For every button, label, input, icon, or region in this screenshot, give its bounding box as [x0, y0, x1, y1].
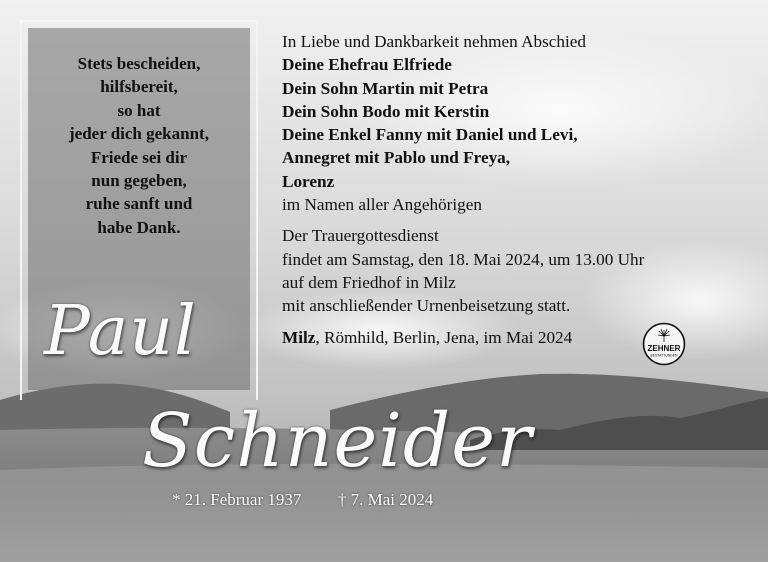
funeral-home-logo — [642, 322, 686, 366]
mourner-line: Deine Ehefrau Elfriede — [282, 55, 452, 75]
poem-line: Stets bescheiden, — [77, 54, 201, 73]
logo-name: ZEHNER — [647, 344, 681, 353]
mourner-line: Dein Sohn Bodo mit Kerstin — [282, 101, 490, 121]
poem — [28, 52, 250, 239]
life-dates — [172, 490, 433, 510]
poem-line: jeder dich gekannt, — [69, 124, 209, 144]
frame-left — [20, 20, 22, 400]
mourner-line: Annegret mit Pablo und Freya, — [282, 148, 511, 168]
poem-line: nun gegeben, — [91, 171, 187, 191]
birth-date: * 21. Februar 1937 — [172, 490, 302, 509]
poem-line: so hat — [117, 100, 161, 120]
place-bold: Milz — [282, 327, 316, 347]
death-date: † 7. Mai 2024 — [337, 490, 434, 509]
frame-top — [20, 20, 258, 22]
notice-outro: im Namen aller Angehörigen — [282, 195, 482, 215]
last-name: Schneider — [142, 398, 533, 484]
notice-text — [282, 30, 762, 349]
frame-right — [256, 20, 258, 400]
mourner-line: Lorenz — [282, 171, 335, 191]
place-date — [282, 326, 762, 349]
service-line: findet am Samstag, den 18. Mai 2024, um 13.00 Uhr — [282, 249, 645, 269]
notice-intro: In Liebe und Dankbarkeit nehmen Abschied — [282, 32, 587, 51]
logo-subline: BESTATTUNGEN — [650, 353, 678, 358]
poem-line: hilfsbereit, — [100, 77, 178, 97]
place-rest: , Römhild, Berlin, Jena, im Mai 2024 — [315, 327, 573, 347]
mourner-line: Dein Sohn Martin mit Petra — [282, 78, 489, 98]
first-name: Paul — [44, 292, 197, 371]
mourner-line: Deine Enkel Fanny mit Daniel und Levi, — [282, 125, 578, 145]
service-line: mit anschließender Urnenbeisetzung statt. — [282, 296, 571, 316]
service-line: Der Trauergottesdienst — [282, 226, 439, 246]
poem-line: ruhe sanft und — [85, 194, 193, 214]
poem-line: habe Dank. — [97, 217, 181, 237]
poem-line: Friede sei dir — [90, 147, 188, 167]
service-line: auf dem Friedhof in Milz — [282, 272, 456, 292]
